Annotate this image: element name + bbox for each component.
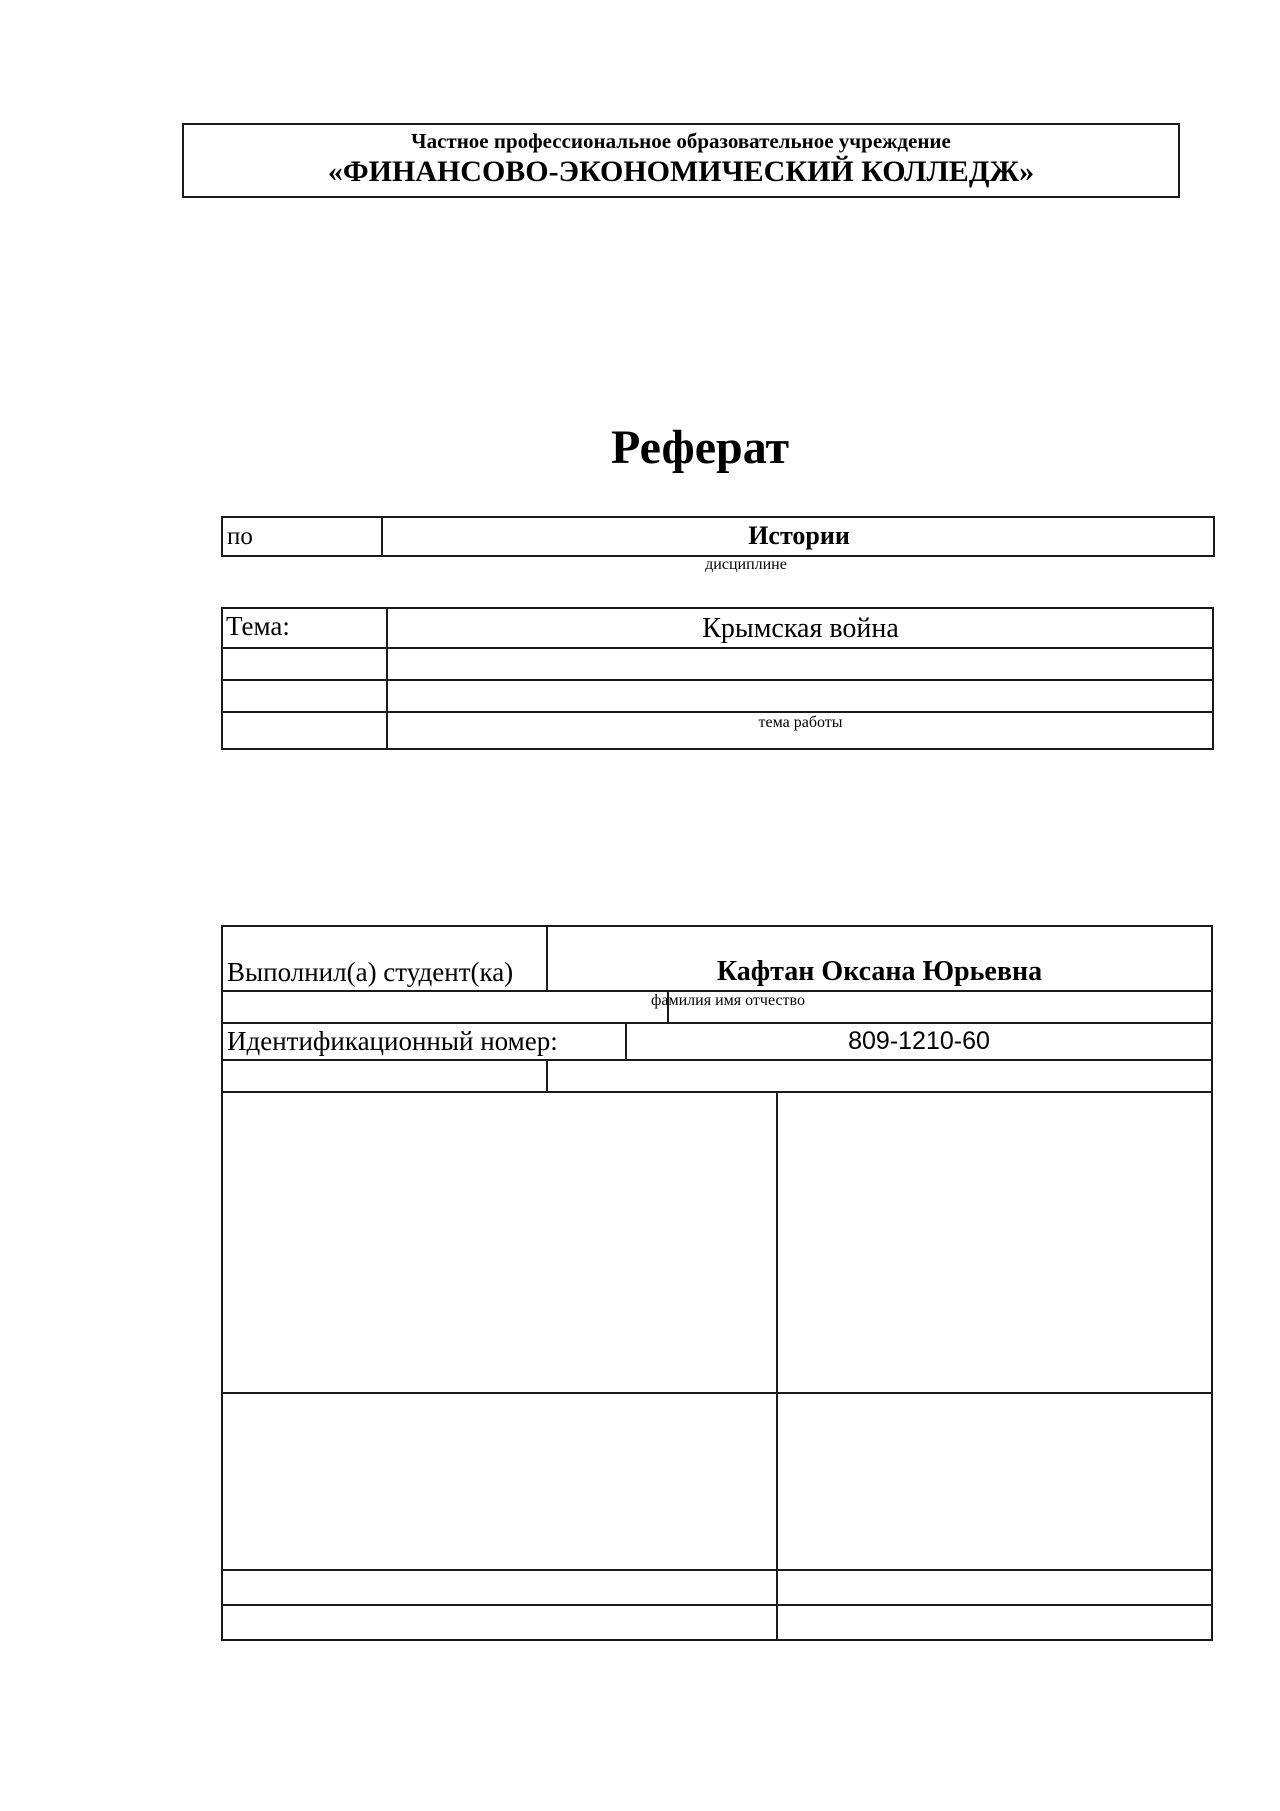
student-col-line bbox=[776, 1091, 778, 1641]
student-row-line bbox=[223, 1392, 1211, 1394]
institution-type: Частное профессиональное образовательное учреждение bbox=[411, 129, 951, 153]
topic-row-line bbox=[223, 679, 1212, 681]
institution-name: «ФИНАНСОВО-ЭКОНОМИЧЕСКИЙ КОЛЛЕДЖ» bbox=[327, 155, 1035, 188]
topic-caption: тема работы bbox=[758, 714, 843, 731]
student-label: Выполнил(а) студент(ка) bbox=[227, 957, 514, 987]
student-row-line bbox=[223, 1059, 1211, 1061]
topic-value: Крымская война bbox=[702, 613, 899, 644]
discipline-prefix: по bbox=[227, 523, 253, 550]
document-title: Реферат bbox=[610, 421, 790, 474]
id-number-label: Идентификационный номер: bbox=[227, 1026, 558, 1056]
topic-row-line bbox=[223, 647, 1212, 649]
id-number-value: 809-1210-60 bbox=[848, 1027, 990, 1055]
student-name-caption: фамилия имя отчество bbox=[651, 992, 805, 1009]
topic-row-line bbox=[223, 711, 1212, 713]
student-row-line bbox=[223, 1569, 1211, 1571]
discipline-table bbox=[221, 516, 1215, 557]
institution-header bbox=[182, 123, 1180, 198]
student-row-line bbox=[223, 1091, 1211, 1093]
student-name: Кафтан Оксана Юрьевна bbox=[716, 956, 1043, 987]
topic-table bbox=[221, 607, 1214, 750]
student-row-line bbox=[223, 1022, 1211, 1024]
discipline-divider bbox=[381, 518, 383, 555]
discipline-value: Истории bbox=[748, 521, 850, 550]
discipline-caption: дисциплине bbox=[705, 556, 787, 573]
topic-label: Тема: bbox=[226, 611, 290, 641]
student-col-line bbox=[546, 1059, 548, 1091]
student-table bbox=[221, 925, 1213, 1641]
student-row-line bbox=[223, 1604, 1211, 1606]
